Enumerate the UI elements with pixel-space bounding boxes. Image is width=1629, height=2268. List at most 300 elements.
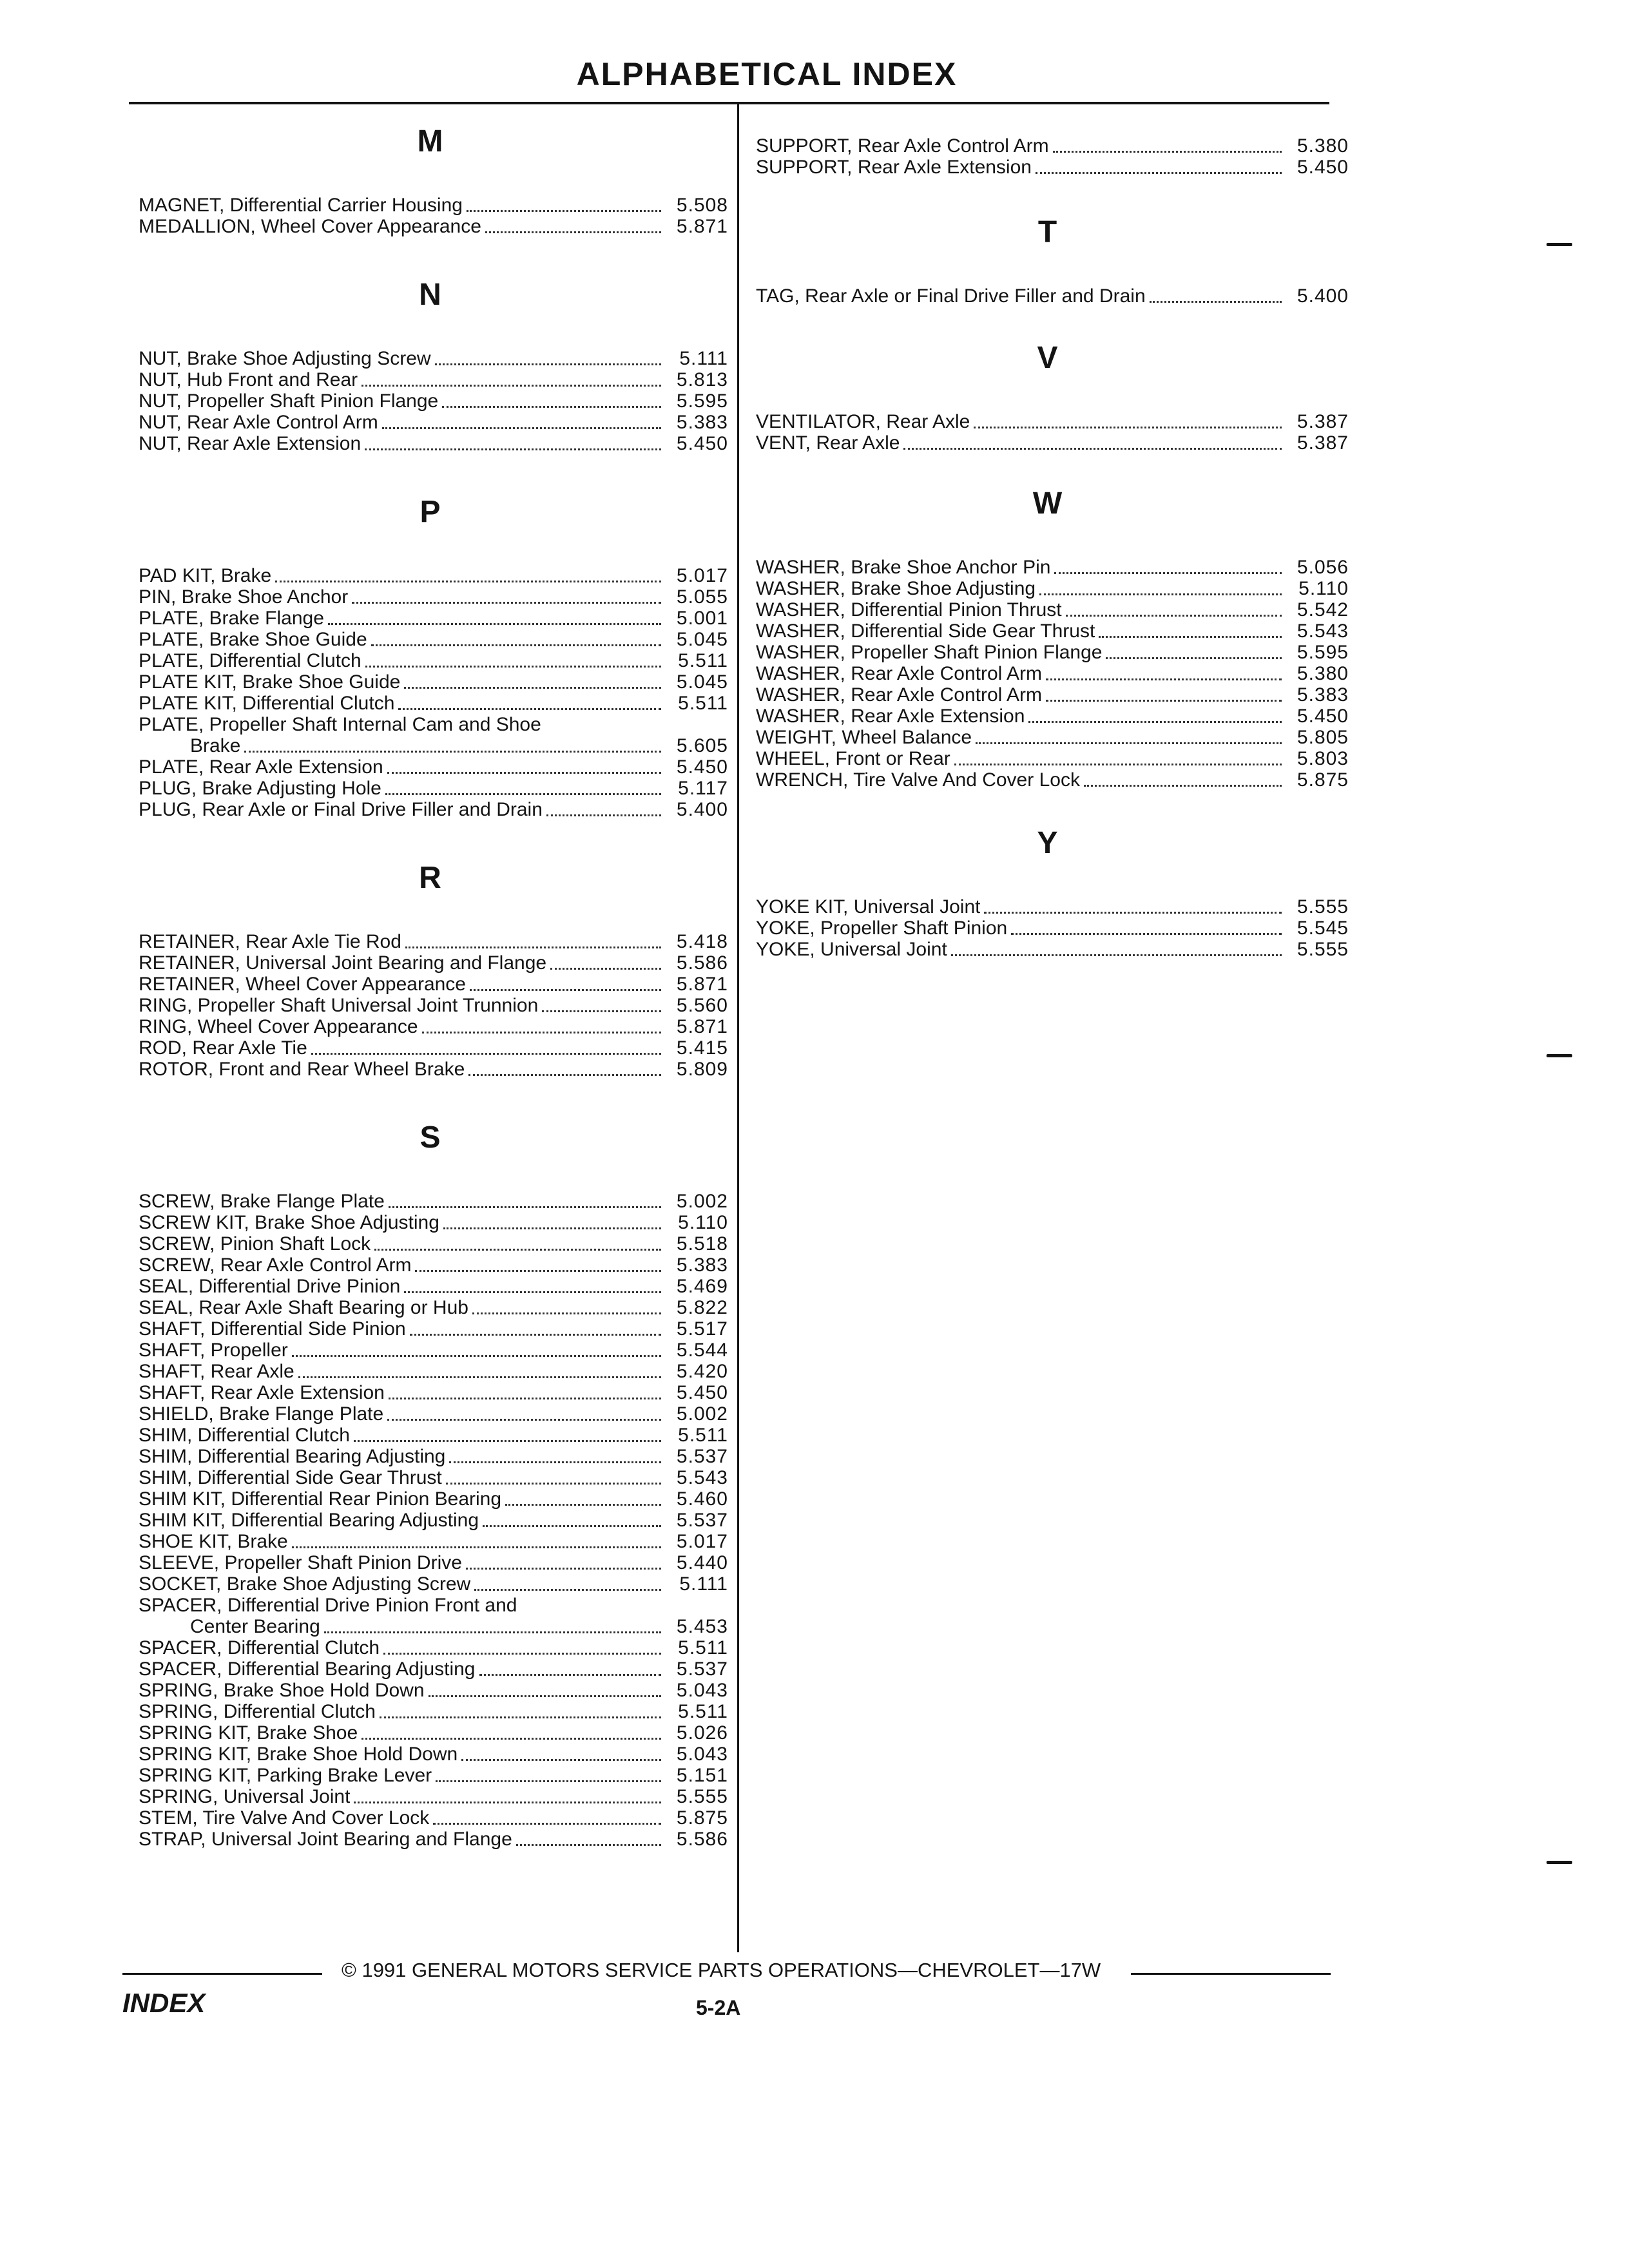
entry-page: 5.418 (676, 931, 728, 952)
entry-page: 5.017 (676, 565, 728, 586)
entry-name: PLATE, Differential Clutch (139, 650, 361, 671)
entry-page: 5.511 (678, 1637, 728, 1658)
entry-page: 5.440 (676, 1552, 728, 1573)
entry-page: 5.545 (1296, 918, 1349, 939)
entry-page: 5.387 (1296, 411, 1349, 432)
entry-name: VENT, Rear Axle (756, 432, 900, 454)
index-entry (756, 642, 1349, 663)
index-entry (756, 157, 1349, 178)
entry-page: 5.542 (1296, 599, 1349, 620)
entry-list (139, 348, 728, 454)
entry-name: SHIELD, Brake Flange Plate (139, 1403, 384, 1425)
entry-page: 5.555 (1296, 896, 1349, 918)
index-entry (139, 1658, 728, 1680)
leader-dots (442, 406, 661, 408)
entry-list (756, 135, 1349, 178)
leader-dots (903, 448, 1282, 450)
entry-page: 5.400 (1296, 285, 1349, 307)
entry-name: SCREW KIT, Brake Shoe Adjusting (139, 1212, 439, 1233)
index-entry (139, 1786, 728, 1807)
index-entry (756, 135, 1349, 157)
entry-page: 5.383 (676, 412, 728, 433)
index-entry (139, 671, 728, 693)
entry-list (139, 1191, 728, 1850)
index-entry (139, 952, 728, 974)
leader-dots (404, 687, 661, 689)
index-entry (139, 1488, 728, 1510)
entry-page: 5.387 (1296, 432, 1349, 454)
entry-page: 5.400 (676, 799, 728, 820)
index-entry (139, 1573, 728, 1595)
entry-name: RETAINER, Universal Joint Bearing and Flange (139, 952, 547, 974)
index-entry (139, 756, 728, 778)
index-entry (139, 1637, 728, 1658)
entry-page: 5.586 (676, 952, 728, 974)
entry-page: 5.043 (676, 1680, 728, 1701)
leader-dots (389, 1398, 661, 1399)
entry-list (139, 931, 728, 1080)
entry-name: SUPPORT, Rear Axle Extension (756, 157, 1032, 178)
leader-dots (1054, 572, 1282, 574)
section-letter: S (419, 1120, 441, 1155)
entry-name: PLATE, Brake Flange (139, 608, 324, 629)
entry-name: SPRING, Universal Joint (139, 1786, 351, 1807)
index-section (139, 276, 728, 454)
entry-continuation-line (139, 735, 728, 756)
entry-name: SPRING KIT, Brake Shoe (139, 1722, 358, 1744)
index-entry (139, 1425, 728, 1446)
page-title: ALPHABETICAL INDEX (576, 56, 958, 92)
index-entry (756, 748, 1349, 769)
index-entry (139, 1829, 728, 1850)
entry-page: 5.450 (676, 756, 728, 778)
leader-dots (387, 772, 661, 774)
entry-name: PLATE, Brake Shoe Guide (139, 629, 367, 650)
entry-name: SHIM KIT, Differential Bearing Adjusting (139, 1510, 479, 1531)
leader-dots (479, 1674, 662, 1676)
entry-name: WASHER, Rear Axle Extension (756, 706, 1025, 727)
leader-dots (352, 602, 661, 604)
leader-dots (542, 1010, 661, 1012)
entry-page: 5.871 (676, 216, 728, 237)
entry-name: SHOE KIT, Brake (139, 1531, 288, 1552)
entry-page: 5.151 (676, 1765, 728, 1786)
index-entry (756, 663, 1349, 684)
leader-dots (1011, 933, 1282, 935)
entry-page: 5.805 (1296, 727, 1349, 748)
leader-dots (984, 912, 1282, 914)
index-entry (756, 769, 1349, 791)
entry-page: 5.002 (676, 1191, 728, 1212)
index-entry (139, 1318, 728, 1340)
entry-page: 5.518 (676, 1233, 728, 1254)
entry-page: 5.511 (678, 693, 728, 714)
index-entry (756, 918, 1349, 939)
entry-name: SPACER, Differential Clutch (139, 1637, 380, 1658)
entry-name: WRENCH, Tire Valve And Cover Lock (756, 769, 1080, 791)
entry-page: 5.469 (676, 1276, 728, 1297)
entry-page: 5.383 (676, 1254, 728, 1276)
entry-name: NUT, Brake Shoe Adjusting Screw (139, 348, 431, 369)
entry-page: 5.537 (676, 1658, 728, 1680)
leader-dots (398, 708, 661, 710)
entry-page: 5.380 (1296, 663, 1349, 684)
leader-dots (1039, 593, 1282, 595)
index-entry (756, 620, 1349, 642)
entry-page: 5.544 (676, 1340, 728, 1361)
leader-dots (550, 968, 661, 970)
entry-name: YOKE KIT, Universal Joint (756, 896, 981, 918)
entry-name: TAG, Rear Axle or Final Drive Filler and Drain (756, 285, 1146, 307)
leader-dots (1106, 657, 1282, 659)
entry-page: 5.415 (676, 1037, 728, 1059)
entry-name: SCREW, Pinion Shaft Lock (139, 1233, 371, 1254)
section-letter: V (1037, 341, 1058, 375)
leader-dots (311, 1053, 661, 1055)
leader-dots (436, 1780, 661, 1782)
index-entry (756, 285, 1349, 307)
footer-page-number: 5-2A (696, 1996, 741, 2019)
title-rule (129, 102, 1329, 104)
entry-page: 5.383 (1296, 684, 1349, 706)
index-entry (139, 1446, 728, 1467)
entry-list (756, 411, 1349, 454)
entry-name: PLATE, Rear Axle Extension (139, 756, 383, 778)
entry-page: 5.453 (676, 1616, 728, 1637)
leader-dots (244, 751, 661, 753)
index-section (756, 824, 1349, 960)
index-entry (139, 216, 728, 237)
entry-page: 5.595 (676, 390, 728, 412)
entry-page: 5.056 (1296, 557, 1349, 578)
index-section (139, 1119, 728, 1850)
entry-name: WASHER, Rear Axle Control Arm (756, 684, 1043, 706)
index-entry (139, 1037, 728, 1059)
index-entry (139, 1361, 728, 1382)
entry-name: NUT, Propeller Shaft Pinion Flange (139, 390, 439, 412)
entry-name: SLEEVE, Propeller Shaft Pinion Drive (139, 1552, 462, 1573)
leader-dots (354, 1802, 661, 1803)
index-entry (139, 1722, 728, 1744)
index-entry (139, 799, 728, 820)
index-section (139, 122, 728, 237)
entry-page: 5.055 (676, 586, 728, 608)
leader-dots (365, 666, 661, 668)
entry-page: 5.017 (676, 1531, 728, 1552)
section-letter: W (1032, 486, 1063, 521)
leader-dots (446, 1483, 661, 1485)
leader-dots (382, 427, 661, 429)
index-entry (139, 778, 728, 799)
leader-dots (292, 1355, 661, 1357)
entry-page: 5.871 (676, 974, 728, 995)
entry-page: 5.511 (678, 1425, 728, 1446)
index-entry (756, 727, 1349, 748)
index-entry (139, 1765, 728, 1786)
left-column (139, 122, 728, 1850)
leader-dots (1046, 678, 1282, 680)
index-entry (139, 1276, 728, 1297)
entry-page: 5.517 (676, 1318, 728, 1340)
column-divider (737, 103, 739, 1952)
entry-name: VENTILATOR, Rear Axle (756, 411, 970, 432)
entry-name: RING, Propeller Shaft Universal Joint Trunnion (139, 995, 539, 1016)
entry-list (139, 565, 728, 820)
leader-dots (1036, 172, 1282, 174)
margin-mark (1547, 243, 1572, 246)
leader-dots (380, 1716, 661, 1718)
footer-rule-right (1131, 1973, 1331, 1975)
entry-page: 5.002 (676, 1403, 728, 1425)
entry-name: SPRING, Differential Clutch (139, 1701, 376, 1722)
leader-dots (461, 1759, 661, 1761)
entry-page: 5.043 (676, 1744, 728, 1765)
entry-page: 5.450 (676, 1382, 728, 1403)
entry-name: RETAINER, Rear Axle Tie Rod (139, 931, 401, 952)
entry-page: 5.110 (1298, 578, 1349, 599)
index-entry (139, 974, 728, 995)
entry-page: 5.450 (1296, 157, 1349, 178)
index-section (756, 135, 1349, 178)
footer-copyright: © 1991 GENERAL MOTORS SERVICE PARTS OPERATIONS—CHEVROLET—17W (342, 1959, 1101, 1981)
entry-name: SPRING KIT, Parking Brake Lever (139, 1765, 432, 1786)
entry-name: WHEEL, Front or Rear (756, 748, 950, 769)
entry-page: 5.586 (676, 1829, 728, 1850)
leader-dots (466, 1568, 661, 1570)
entry-page: 5.511 (678, 1701, 728, 1722)
leader-dots (275, 581, 661, 582)
entry-name: SPRING KIT, Brake Shoe Hold Down (139, 1744, 458, 1765)
index-entry (756, 706, 1349, 727)
section-letter: N (419, 278, 441, 312)
leader-dots (951, 954, 1282, 956)
entry-page: 5.875 (676, 1807, 728, 1829)
entry-page: 5.450 (676, 433, 728, 454)
entry-name: SCREW, Rear Axle Control Arm (139, 1254, 412, 1276)
entry-name: PLATE, Propeller Shaft Internal Cam and Shoe (139, 714, 541, 735)
leader-dots (433, 1823, 661, 1825)
entry-name: STEM, Tire Valve And Cover Lock (139, 1807, 430, 1829)
entry-page: 5.450 (1296, 706, 1349, 727)
leader-dots (354, 1440, 661, 1442)
leader-dots (505, 1504, 661, 1506)
index-section (139, 493, 728, 820)
entry-page: 5.537 (676, 1446, 728, 1467)
entry-name: PLUG, Brake Adjusting Hole (139, 778, 381, 799)
entry-name: YOKE, Universal Joint (756, 939, 947, 960)
leader-dots (410, 1334, 661, 1336)
leader-dots (474, 1589, 661, 1591)
index-entry (139, 348, 728, 369)
index-entry (139, 1059, 728, 1080)
index-entry (756, 432, 1349, 454)
entry-name: WASHER, Brake Shoe Adjusting (756, 578, 1036, 599)
footer-section-label: INDEX (122, 1988, 206, 2018)
entry-page: 5.508 (676, 195, 728, 216)
entry-name: SHIM, Differential Clutch (139, 1425, 350, 1446)
index-entry (756, 578, 1349, 599)
section-letter: Y (1037, 826, 1058, 860)
entry-page: 5.380 (1296, 135, 1349, 157)
leader-dots (365, 448, 661, 450)
index-entry (139, 586, 728, 608)
entry-name: MEDALLION, Wheel Cover Appearance (139, 216, 481, 237)
index-entry (139, 693, 728, 714)
entry-name: STRAP, Universal Joint Bearing and Flange (139, 1829, 512, 1850)
leader-dots (974, 427, 1282, 428)
section-letter: T (1037, 215, 1057, 249)
leader-dots (387, 1419, 661, 1421)
index-entry (139, 412, 728, 433)
entry-name: NUT, Hub Front and Rear (139, 369, 358, 390)
index-entry (756, 684, 1349, 706)
leader-dots (443, 1227, 661, 1229)
leader-dots (470, 989, 661, 991)
entry-page: 5.809 (676, 1059, 728, 1080)
leader-dots (483, 1525, 661, 1527)
entry-name: WASHER, Propeller Shaft Pinion Flange (756, 642, 1103, 663)
index-entry (139, 1595, 728, 1637)
entry-list (756, 285, 1349, 307)
entry-name: SHIM KIT, Differential Rear Pinion Bearing (139, 1488, 502, 1510)
entry-page: 5.117 (678, 778, 728, 799)
index-entry (139, 1467, 728, 1488)
index-entry (139, 1212, 728, 1233)
index-entry (139, 195, 728, 216)
entry-page: 5.460 (676, 1488, 728, 1510)
index-entry (139, 1531, 728, 1552)
leader-dots (954, 764, 1282, 765)
entry-name: NUT, Rear Axle Control Arm (139, 412, 378, 433)
entry-page: 5.555 (676, 1786, 728, 1807)
footer-rule-left (122, 1973, 322, 1975)
index-entry (756, 599, 1349, 620)
entry-name: ROD, Rear Axle Tie (139, 1037, 307, 1059)
entry-name: SPACER, Differential Drive Pinion Front and (139, 1595, 517, 1616)
index-entry (139, 1340, 728, 1361)
entry-name: PIN, Brake Shoe Anchor (139, 586, 349, 608)
leader-dots (467, 210, 661, 212)
entry-page: 5.511 (678, 650, 728, 671)
leader-dots (435, 363, 661, 365)
entry-name: WASHER, Differential Pinion Thrust (756, 599, 1062, 620)
index-entry (756, 557, 1349, 578)
entry-name: SEAL, Rear Axle Shaft Bearing or Hub (139, 1297, 468, 1318)
index-entry (139, 1191, 728, 1212)
index-entry (139, 608, 728, 629)
index-entry (139, 1254, 728, 1276)
leader-dots (1046, 700, 1282, 702)
leader-dots (1066, 615, 1282, 617)
index-entry (139, 1701, 728, 1722)
leader-dots (374, 1249, 661, 1251)
entry-name: WEIGHT, Wheel Balance (756, 727, 972, 748)
leader-dots (1099, 636, 1282, 638)
entry-continuation-line (139, 1616, 728, 1637)
entry-page: 5.001 (676, 608, 728, 629)
right-column (756, 135, 1349, 960)
index-entry (139, 390, 728, 412)
section-letter: R (419, 861, 441, 895)
entry-name: WASHER, Brake Shoe Anchor Pin (756, 557, 1051, 578)
entry-name: PAD KIT, Brake (139, 565, 272, 586)
leader-dots (1028, 721, 1282, 723)
leader-dots (449, 1461, 661, 1463)
entry-page: 5.813 (676, 369, 728, 390)
leader-dots (324, 1631, 661, 1633)
index-entry (756, 939, 1349, 960)
entry-name: RETAINER, Wheel Cover Appearance (139, 974, 466, 995)
entry-page: 5.110 (678, 1212, 728, 1233)
entry-name: SHAFT, Propeller (139, 1340, 288, 1361)
leader-dots (1084, 785, 1282, 787)
entry-page: 5.026 (676, 1722, 728, 1744)
section-letter: P (419, 495, 441, 529)
index-entry (139, 369, 728, 390)
leader-dots (429, 1695, 661, 1697)
index-entry (139, 1016, 728, 1037)
leader-dots (328, 623, 661, 625)
entry-list (756, 896, 1349, 960)
entry-page: 5.045 (676, 629, 728, 650)
entry-name: SCREW, Brake Flange Plate (139, 1191, 385, 1212)
index-section (139, 859, 728, 1080)
leader-dots (404, 1291, 661, 1293)
entry-page: 5.595 (1296, 642, 1349, 663)
index-entry (756, 411, 1349, 432)
entry-name: ROTOR, Front and Rear Wheel Brake (139, 1059, 465, 1080)
entry-name: SPACER, Differential Bearing Adjusting (139, 1658, 476, 1680)
leader-dots (361, 1738, 661, 1740)
entry-name: NUT, Rear Axle Extension (139, 433, 361, 454)
index-section (756, 213, 1349, 307)
entry-page: 5.555 (1296, 939, 1349, 960)
entry-name: SUPPORT, Rear Axle Control Arm (756, 135, 1049, 157)
entry-page: 5.822 (676, 1297, 728, 1318)
index-entry (139, 714, 728, 756)
entry-name: SHIM, Differential Bearing Adjusting (139, 1446, 446, 1467)
index-entry (139, 1297, 728, 1318)
leader-dots (516, 1844, 661, 1846)
leader-dots (361, 385, 661, 387)
entry-name: SHAFT, Rear Axle Extension (139, 1382, 385, 1403)
index-entry (139, 1552, 728, 1573)
leader-dots (485, 231, 661, 233)
entry-list (139, 195, 728, 237)
leader-dots (472, 1312, 661, 1314)
leader-dots (298, 1376, 661, 1378)
index-entry (139, 995, 728, 1016)
entry-name-continued: Brake (190, 735, 241, 756)
index-entry (139, 1744, 728, 1765)
index-entry (139, 1807, 728, 1829)
index-entry (139, 1680, 728, 1701)
entry-page: 5.045 (676, 671, 728, 693)
entry-name: YOKE, Propeller Shaft Pinion (756, 918, 1008, 939)
leader-dots (415, 1270, 661, 1272)
entry-page: 5.543 (676, 1467, 728, 1488)
entry-name: SHIM, Differential Side Gear Thrust (139, 1467, 442, 1488)
margin-mark (1547, 1861, 1572, 1864)
index-entry (139, 629, 728, 650)
leader-dots (976, 742, 1282, 744)
leader-dots (292, 1546, 661, 1548)
entry-name: PLATE KIT, Brake Shoe Guide (139, 671, 401, 693)
section-letter: M (417, 124, 443, 159)
entry-page: 5.875 (1296, 769, 1349, 791)
leader-dots (389, 1206, 661, 1208)
entry-name: SHAFT, Differential Side Pinion (139, 1318, 406, 1340)
